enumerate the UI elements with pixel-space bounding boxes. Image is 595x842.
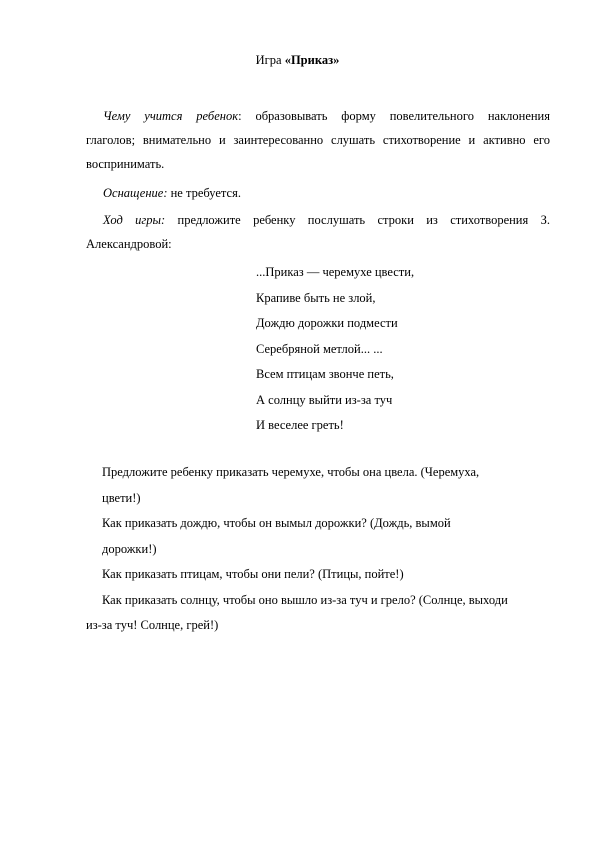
equipment-text: не требуется.	[167, 186, 241, 200]
title-prefix: Игра	[255, 53, 282, 67]
poem-line: Всем птицам звонче петь,	[256, 367, 394, 381]
goal-text-1: : образовывать форму повелительного наклонения	[238, 109, 550, 123]
equipment-label: Оснащение:	[103, 186, 168, 200]
page-title	[0, 52, 595, 68]
poem-line: И веселее греть!	[256, 418, 344, 432]
question-line: Как приказать дождю, чтобы он вымыл дорожки? (Дождь, вымой	[102, 516, 451, 530]
question-line: дорожки!)	[102, 541, 157, 556]
process-line-1	[86, 208, 550, 232]
goal-line-3: воспринимать.	[86, 157, 165, 171]
process-label: Ход игры:	[103, 213, 166, 227]
process-text-1: предложите ребенку послушать строки из стихотворения З.	[165, 213, 550, 227]
poem-line: ...Приказ — черемухе цвести,	[256, 265, 415, 279]
process-line-2: Александровой:	[86, 237, 172, 251]
process-paragraph	[86, 208, 550, 256]
poem-line: Серебряной метлой... ...	[256, 341, 383, 356]
goal-line-1	[86, 104, 550, 128]
title-game-name: «Приказ»	[284, 53, 340, 67]
question-line: Как приказать солнцу, чтобы оно вышло из-за туч и грело? (Солнце, выходи	[102, 592, 508, 607]
questions-block	[86, 460, 556, 639]
goal-line-2: глаголов; внимательно и заинтересованно слушать стихотворение и активно его	[86, 133, 550, 147]
goal-paragraph	[86, 104, 550, 176]
question-line: цвети!)	[102, 490, 141, 505]
poem-line: Крапиве быть не злой,	[256, 290, 376, 305]
poem-block	[256, 260, 414, 439]
question-line: Как приказать птицам, чтобы они пели? (Птицы, пойте!)	[102, 567, 404, 581]
goal-label: Чему учится ребенок	[103, 109, 239, 123]
question-line: из-за туч! Солнце, грей!)	[86, 618, 219, 632]
poem-line: А солнцу выйти из-за туч	[256, 392, 393, 407]
equipment-paragraph	[86, 181, 550, 205]
poem-line: Дождю дорожки подмести	[256, 316, 398, 330]
question-line: Предложите ребенку приказать черемухе, чтобы она цвела. (Черемуха,	[102, 465, 480, 479]
